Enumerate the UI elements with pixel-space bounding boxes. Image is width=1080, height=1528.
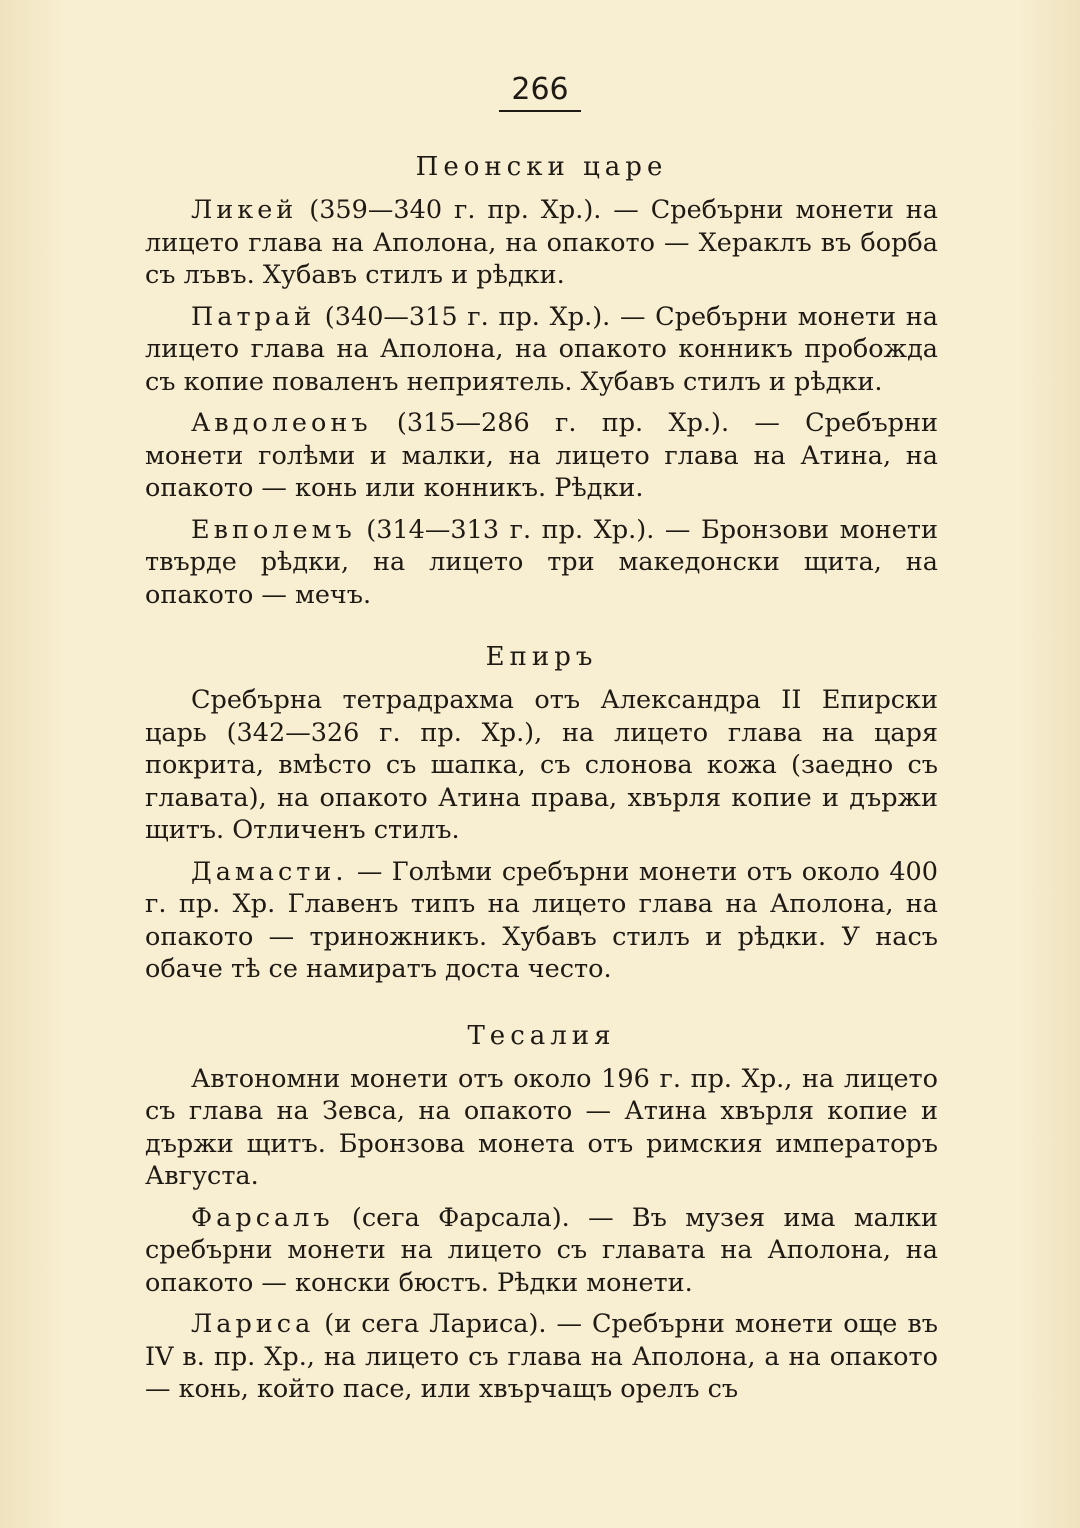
entry-name: Дамасти. [191, 856, 348, 887]
entry-name: Патрай [191, 301, 316, 332]
entry-text: (340—315 г. пр. Хр.). — Сребърни монети на лицето глава на Аполона, на опакото конникъ пробожда съ копие поваленъ неприятель. Хубавъ стилъ и рѣдки. [145, 301, 938, 397]
entry-text: — Голѣми сребърни монети отъ около 400 г. пр. Хр. Главенъ типъ на лицето глава на Аполона, на опакото — триножникъ. Хубавъ стилъ и рѣдки. У насъ обаче тѣ се намиратъ доста често. [145, 856, 938, 984]
section-heading-epirus: Епиръ [485, 642, 598, 672]
page-number: 266 [0, 70, 1080, 112]
entry-name: Лариса [191, 1309, 315, 1339]
entry-name: Фарсалъ [191, 1202, 334, 1233]
section-heading-paeonian-kings: Пеонски царе [415, 152, 668, 182]
entry-autonomous-coins: Автономни монети отъ около 196 г. пр. Хр., на лицето съ глава на Зевса, на опакото — Атина хвърля копие и държи щитъ. Бронзова монета отъ римския императоръ Августа. [145, 1063, 938, 1191]
section-gap [145, 995, 938, 1019]
entry-name: Ликей [191, 195, 298, 225]
entry-text: (и сега Лариса). — Сребърни монети още въ IV в. пр. Хр., на лицето съ глава на Аполона, а на опакото — конь, който пасе, или хвърчащъ орелъ съ [145, 1309, 938, 1404]
entry-name: Авдолеонъ [191, 408, 372, 438]
entry-tetradrachm: Сребърна тетрадрахма отъ Александра II Епирски царь (342—326 г. пр. Хр.), на лицето глава на царя покрита, вмѣсто съ шапка, съ слонова кожа (заедно съ главата), на опакото Атина права, хвърля копие и държи щитъ. Отличенъ стилъ. [145, 685, 938, 845]
entry-farsal [145, 1202, 938, 1300]
entry-text: (315—286 г. пр. Хр.). — Сребърни монети голѣми и малки, на лицето глава на Атина, на опакото — конь или конникъ. Рѣдки. [145, 408, 938, 503]
entry-text: (314—313 г. пр. Хр.). — Бронзови монети твърде рѣдки, на лицето три македонски щита, на опакото — мечъ. [145, 514, 938, 610]
entry-name: Евполемъ [191, 514, 356, 545]
entry-avdoleon [145, 407, 938, 505]
entry-larisa [145, 1308, 938, 1406]
entry-patrai [145, 301, 938, 399]
section-gap [145, 620, 938, 640]
entry-likei [145, 194, 938, 292]
entry-text: (сега Фарсала). — Въ музея има малки сребърни монети на лицето съ главата на Аполона, на опакото — конски бюстъ. Рѣдки монети. [145, 1202, 938, 1298]
page-body [145, 150, 938, 1415]
entry-evpolem [145, 514, 938, 612]
section-heading-thessaly: Тесалия [467, 1020, 616, 1051]
entry-text: (359—340 г. пр. Хр.). — Сребърни монети на лицето глава на Аполона, на опакото — Хераклъ въ борба съ лъвъ. Хубавъ стилъ и рѣдки. [145, 195, 938, 290]
entry-damasti [145, 856, 938, 986]
